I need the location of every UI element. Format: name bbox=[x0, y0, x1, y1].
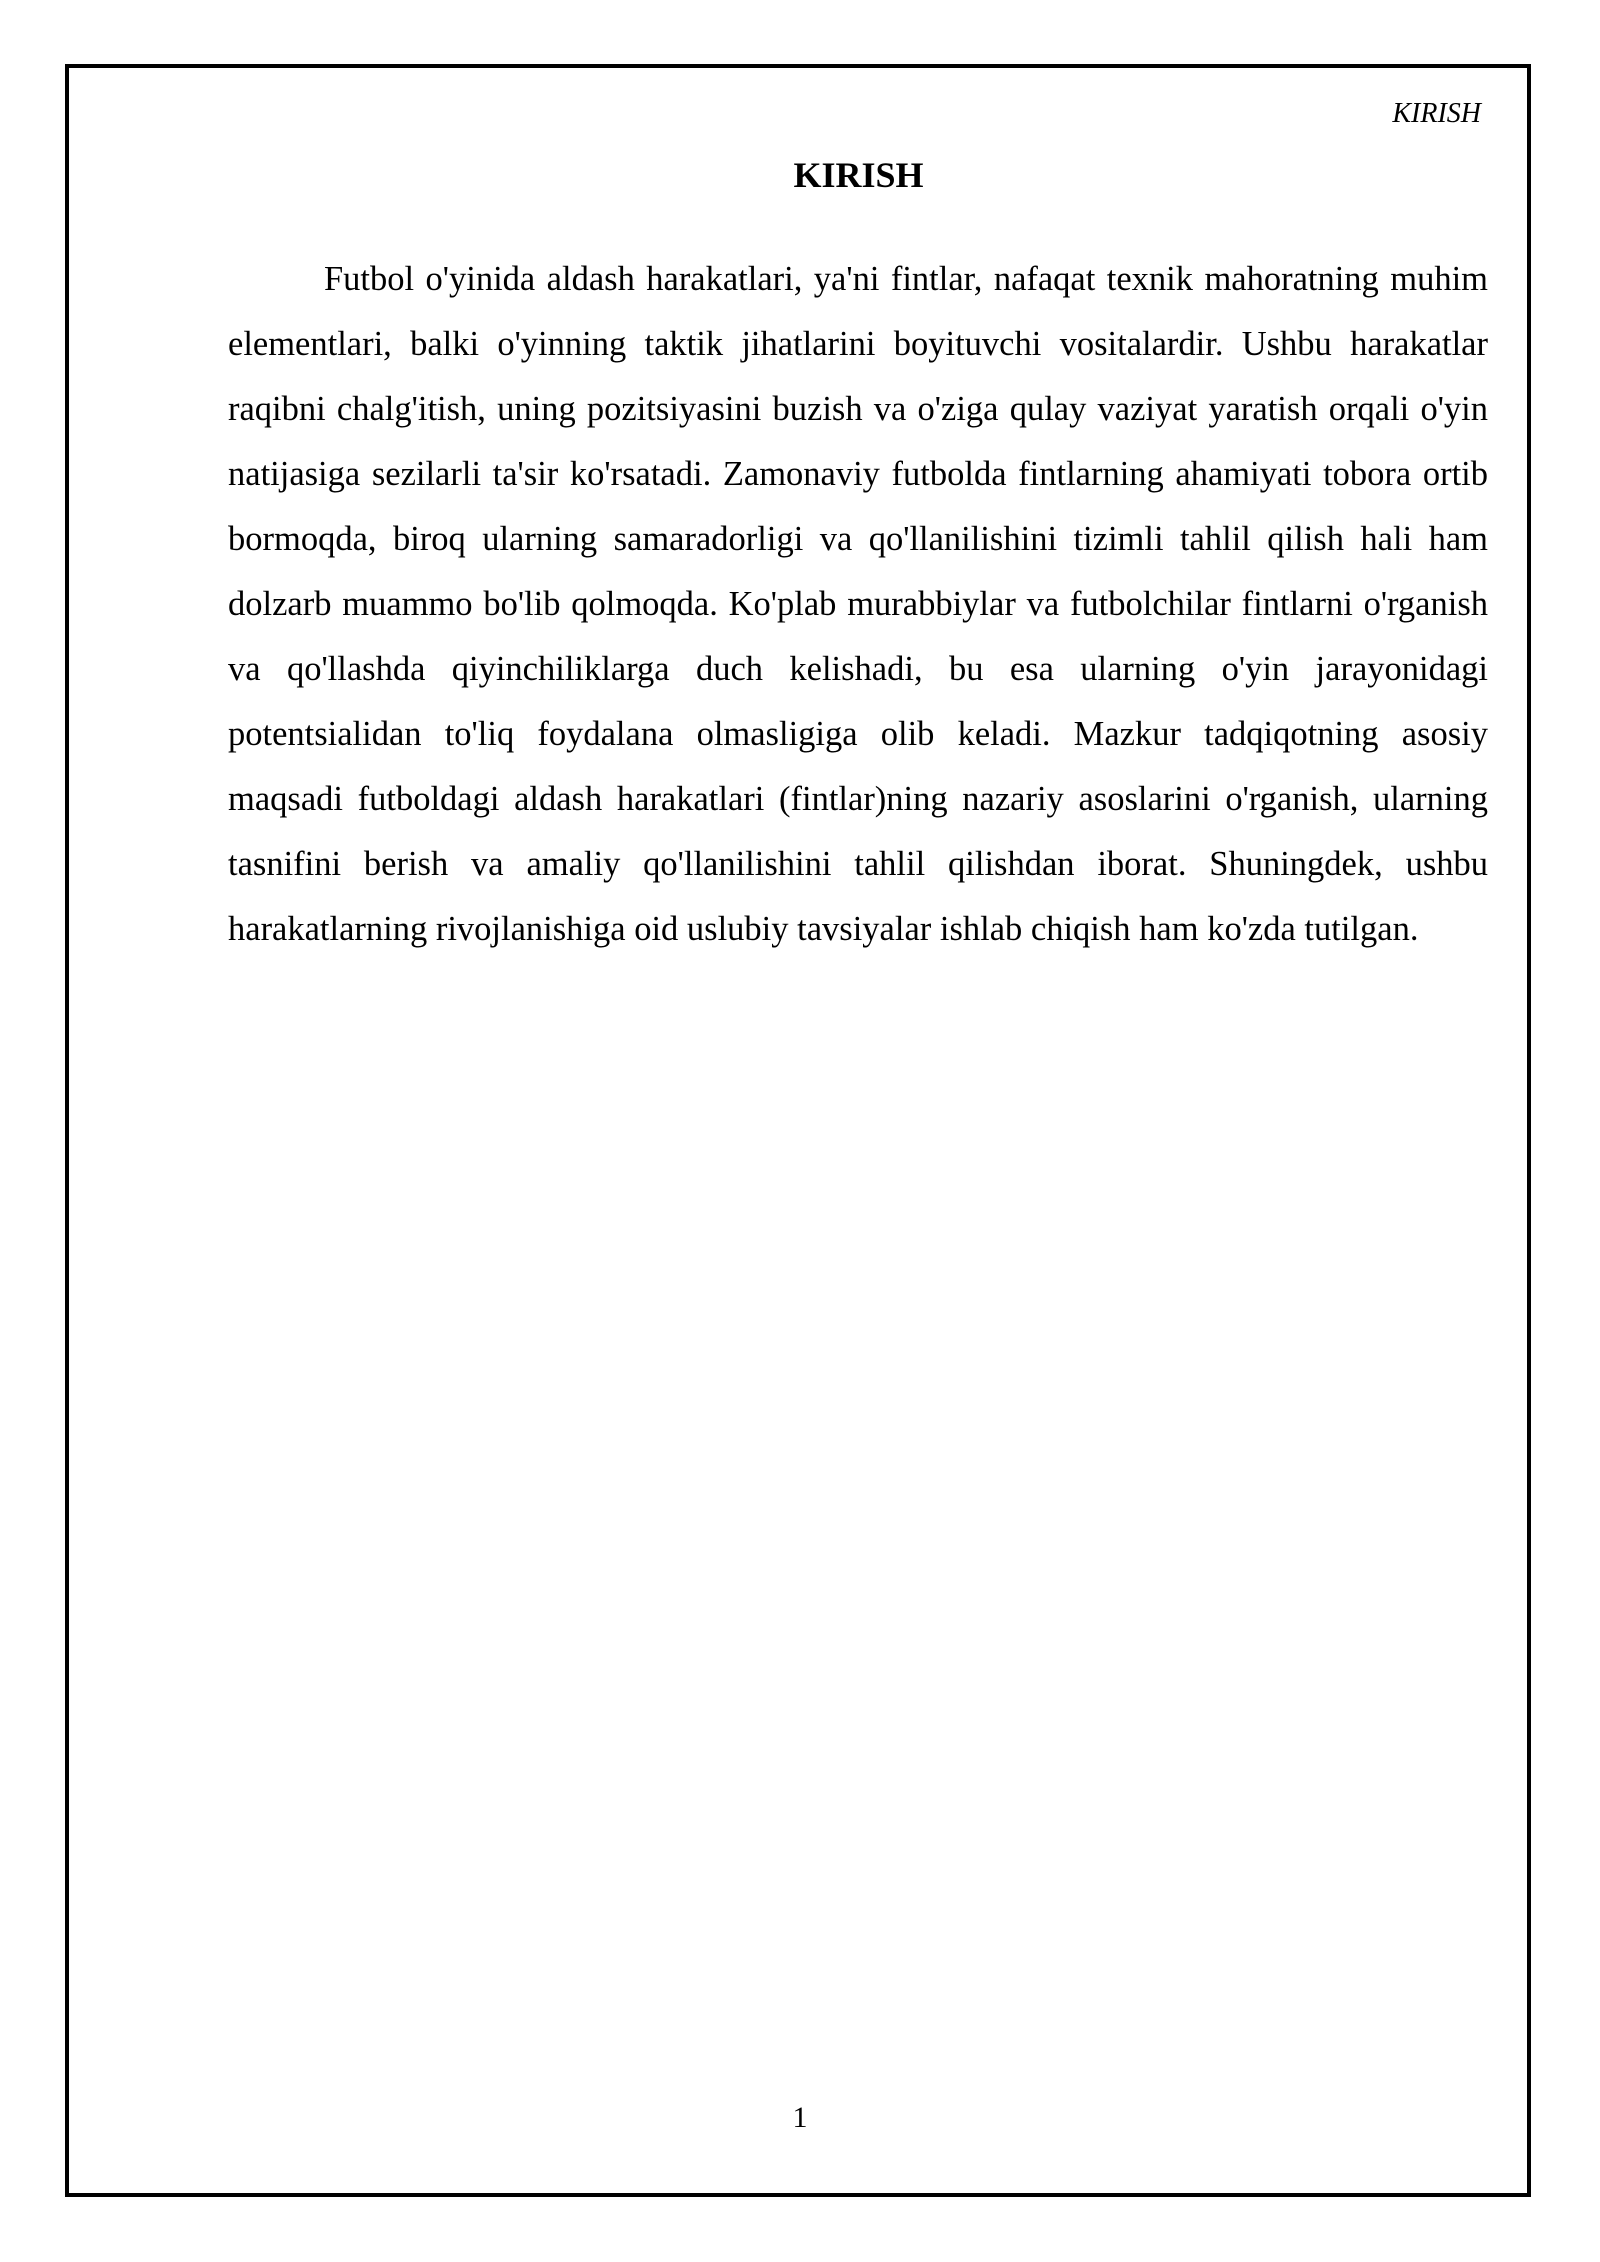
page-title: KIRISH bbox=[793, 155, 924, 195]
running-header: KIRISH bbox=[1392, 98, 1481, 129]
page-number: 1 bbox=[792, 2101, 808, 2134]
body-paragraph: Futbol o'yinida aldash harakatlari, ya'ni fintlar, nafaqat texnik mahoratning muhim elementlari, balki o'yinning taktik jihatlarini boyituvchi vositalardir. Ushbu harakatlar raqibni chalg'itish, uning pozitsiyasini buzish va o'ziga qulay vaziyat yaratish orqali o'yin natijasiga sezilarli ta'sir ko'rsatadi. Zamonaviy futbolda fintlarning ahamiyati tobora ortib bormoqda, biroq ularning samaradorligi va qo'llanilishini tizimli tahlil qilish hali ham dolzarb muammo bo'lib qolmoqda. Ko'plab murabbiylar va futbolchilar fintlarni o'rganish va qo'llashda qiyinchiliklarga duch kelishadi, bu esa ularning o'yin jarayonidagi potentsialidan to'liq foydalana olmasligiga olib keladi. Mazkur tadqiqotning asosiy maqsadi futboldagi aldash harakatlari (fintlar)ning nazariy asoslarini o'rganish, ularning tasnifini berish va amaliy qo'llanilishini tahlil qilishdan iborat. Shuningdek, ushbu harakatlarning rivojlanishiga oid uslubiy tavsiyalar ishlab chiqish ham ko'zda tutilgan. bbox=[228, 260, 1488, 948]
